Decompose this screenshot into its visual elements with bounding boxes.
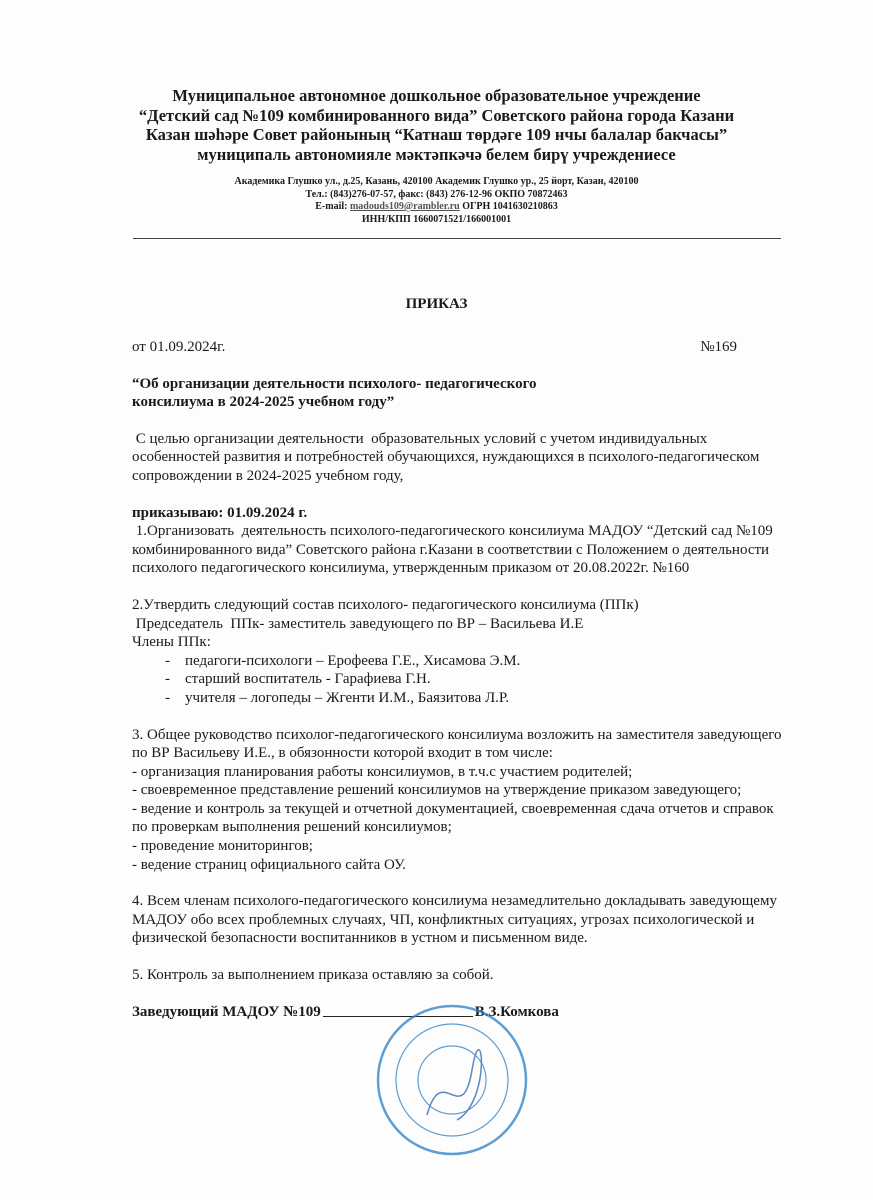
contacts	[0, 176, 873, 226]
order-word: приказываю: 01.09.2024 г.	[132, 504, 308, 521]
duty-item: - ведение страниц официального сайта ОУ.	[132, 856, 406, 873]
chair: Председатель ППк- заместитель заведующего по ВР – Васильева И.Е	[132, 615, 584, 632]
ogrn: ОГРН 1041630210863	[462, 201, 558, 212]
item-5: 5. Контроль за выполнением приказа оставляю за собой.	[132, 967, 494, 984]
signer-name: В.З.Комкова	[474, 1003, 559, 1020]
item-2: 2.Утвердить следующий состав психолого- педагогического консилиума (ППк)	[132, 596, 639, 613]
subject-line: “Об организации деятельности психолого- педагогического	[132, 375, 537, 392]
signer-title: Заведующий МАДОУ №109	[132, 1003, 321, 1020]
email-label: E-mail:	[315, 201, 348, 212]
letterhead-line: Муниципальное автономное дошкольное образовательное учреждение	[172, 86, 701, 105]
doc-title: ПРИКАЗ	[405, 296, 468, 312]
subject-line: консилиума в 2024-2025 учебном году”	[132, 394, 395, 411]
member-item: - педагоги-психологи – Ерофеева Г.Е., Хисамова Э.М.	[165, 652, 782, 671]
letterhead	[0, 86, 873, 164]
doc-body	[132, 338, 782, 1021]
duty-item: - ведение и контроль за текущей и отчетной документацией, своевременная сдача отчетов и справок по проверкам выполнения решений консилиумов;	[132, 800, 774, 836]
item-4: 4. Всем членам психолого-педагогического консилиума незамедлительно докладывать заведующему МАДОУ обо всех проблемных случаях, ЧП, конфликтных ситуациях, угрозах психологической и физической безопасности воспитанников в устном и письменном виде.	[132, 893, 777, 947]
inn: ИНН/КПП 1660071521/166001001	[361, 213, 512, 225]
preamble: С целью организации деятельности образовательных условий с учетом индивидуальных особенностей развития и потребностей обучающихся, нуждающихся в психолого-педагогическом сопровождении в 2024-2025 учебном году,	[132, 430, 764, 484]
letterhead-line: “Детский сад №109 комбинированного вида” Советского района города Казани	[138, 105, 735, 125]
header-divider	[133, 238, 781, 239]
members-label: Члены ППк:	[132, 634, 211, 651]
item-3: 3. Общее руководство психолог-педагогического консилиума возложить на заместителя заведующего по ВР Васильеву И.Е., в обязонности которой входит в том числе:	[132, 726, 782, 762]
duty-item: - проведение мониторингов;	[132, 838, 313, 855]
duty-item: - организация планирования работы консилиумов, в т.ч.с участием родителей;	[132, 763, 633, 780]
letterhead-line: Казан шәһәре Совет районының “Катнаш төрдәге 109 нчы балалар бакчасы”	[145, 125, 728, 144]
member-item: - старший воспитатель - Гарафиева Г.Н.	[165, 670, 782, 689]
address: Академика Глушко ул., д.25, Казань, 420100 Академик Глушко ур., 25 йорт, Казан, 420100	[234, 176, 639, 187]
duty-item: - своевременное представление решений консилиумов на утверждение приказом заведующего;	[132, 782, 742, 799]
member-item: - учителя – логопеды – Жгенти И.М., Баязитова Л.Р.	[165, 689, 782, 708]
members-list	[132, 652, 782, 708]
official-stamp	[372, 1000, 532, 1160]
letterhead-line: муниципаль автономияле мәктәпкәчә белем бирү учреждениесе	[197, 144, 676, 164]
item-1: 1.Организовать деятельность психолого-педагогического консилиума МАДОУ “Детский сад №109 комбинированного вида” Советского района г.Казани в соответствии с Положением о деятельности психолого педагогического консилиума, утвержденным приказом от 20.08.2022г. №160	[132, 523, 777, 577]
email-link[interactable]: madouds109@rambler.ru	[349, 201, 460, 212]
doc-date: от 01.09.2024г.	[132, 339, 226, 355]
doc-number: №169	[700, 339, 737, 355]
phone: Тел.: (843)276-07-57, факс: (843) 276-12-96 ОКПО 70872463	[305, 188, 568, 200]
